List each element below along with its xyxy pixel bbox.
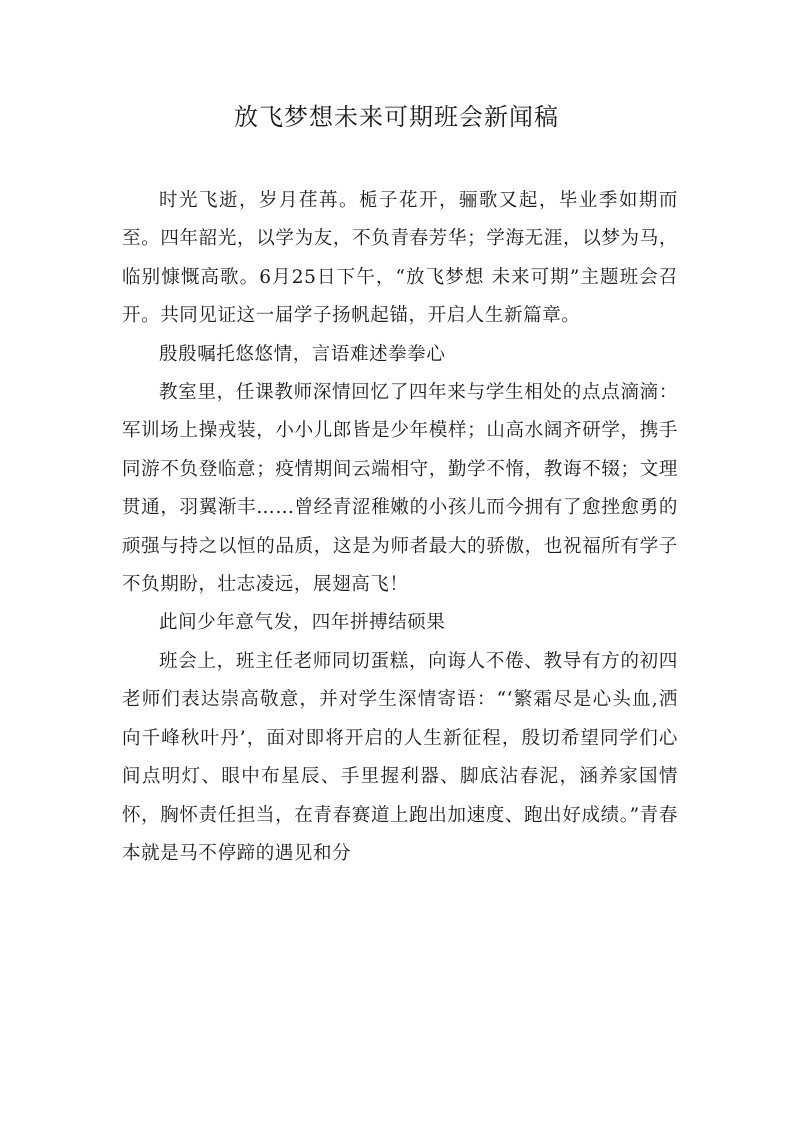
section-heading-2: 此间少年意气发，四年拼搏结硕果 [159,612,446,634]
document-title: 放飞梦想未来可期班会新闻稿 [234,103,559,131]
paragraph-teachers: 教室里，任课教师深情回忆了四年来与学生相处的点点滴滴：军训场上操戎装，小小儿郎皆是少年模样；山高水阔齐研学，携手同游不负登临意；疫情期间云端相守，勤学不惰，教诲不辍；文理贯通，羽翼渐丰……曾经青涩稚嫩的小孩儿而今拥有了愈挫愈勇的顽强与持之以恒的品质，这是为师者最大的骄傲，也祝福所有学子不负期盼，壮志凌远，展翅高飞！ [122,382,678,596]
paragraph-class-meeting: 班会上，班主任老师同切蛋糕，向诲人不倦、教导有方的初四老师们表达崇高敬意，并对学生深情寄语：“‘繁霜尽是心头血,洒向千峰秋叶丹’，面对即将开启的人生新征程，殷切希望同学们心间点明灯、眼中布星辰、手里握利器、脚底沾春泥，涵养家国情怀，胸怀责任担当，在青春赛道上跑出加速度、跑出好成绩。”青春本就是马不停蹄的遇见和分 [122,650,678,864]
document-body [122,182,678,873]
section-heading-1: 殷殷嘱托悠悠情，言语难述拳拳心 [159,343,446,365]
paragraph-intro: 时光飞逝，岁月荏苒。栀子花开，骊歌又起，毕业季如期而至。四年韶光，以学为友，不负青春芳华；学海无涯，以梦为马，临别慷慨高歌。6月25日下午，“放飞梦想 未来可期”主题班会召开。共同见证这一届学子扬帆起锚，开启人生新篇章。 [122,190,678,327]
